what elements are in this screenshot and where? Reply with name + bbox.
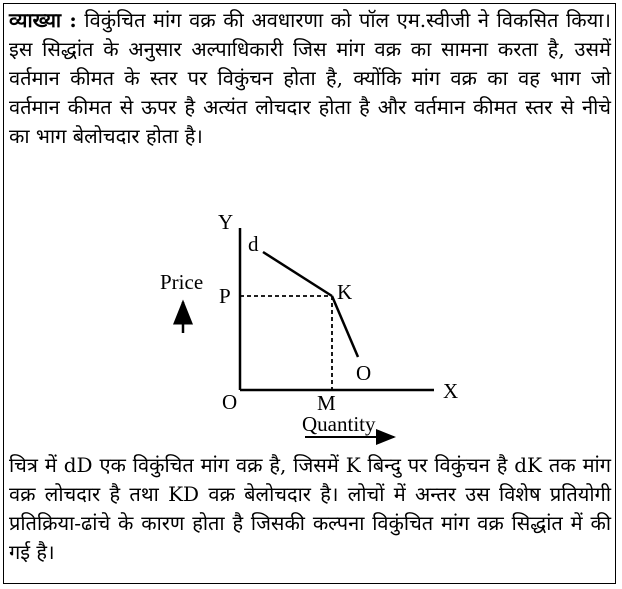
price-label: Price — [160, 270, 204, 294]
kink-label: K — [337, 280, 353, 304]
explanation-heading: व्याख्या : — [9, 8, 77, 32]
elastic-segment — [263, 252, 332, 296]
curve-end-label: O — [356, 361, 372, 385]
x-axis-label: X — [443, 379, 459, 403]
origin-label: O — [222, 390, 238, 414]
inelastic-segment — [332, 296, 358, 357]
quantity-level-label: M — [317, 391, 336, 415]
explanation-text: विकुंचित मांग वक्र की अवधारणा को पॉल एम.स्वीजी ने विकसित किया। इस सिद्धांत के अनुसार अल्पाधिकारी जिस मांग वक्र का सामना करता है, उसमें वर्तमान कीमत के स्तर पर विकुंचन होता है, क्योंकि मांग वक्र का वह भाग जो वर्तमान कीमत से ऊपर है अत्यंत लोचदार होता है और वर्तमान कीमत स्तर से नीचे का भाग बेलोचदार होता है। — [9, 8, 612, 148]
curve-start-label: d — [248, 232, 259, 256]
price-level-label: P — [219, 284, 231, 308]
y-axis-label: Y — [218, 210, 234, 234]
quantity-label: Quantity — [302, 412, 376, 436]
figure-caption: चित्र में dD एक विकुंचित मांग वक्र है, जिसमें K बिन्दु पर विकुंचन है dK तक मांग वक्र लोचदार है तथा KD वक्र बेलोचदार है। लोचों में अन्तर उस विशेष प्रतियोगी प्रतिक्रिया-ढांचे के कारण होता है जिसकी कल्पना विकुंचित मांग वक्र सिद्धांत में की गई है। — [9, 453, 611, 564]
